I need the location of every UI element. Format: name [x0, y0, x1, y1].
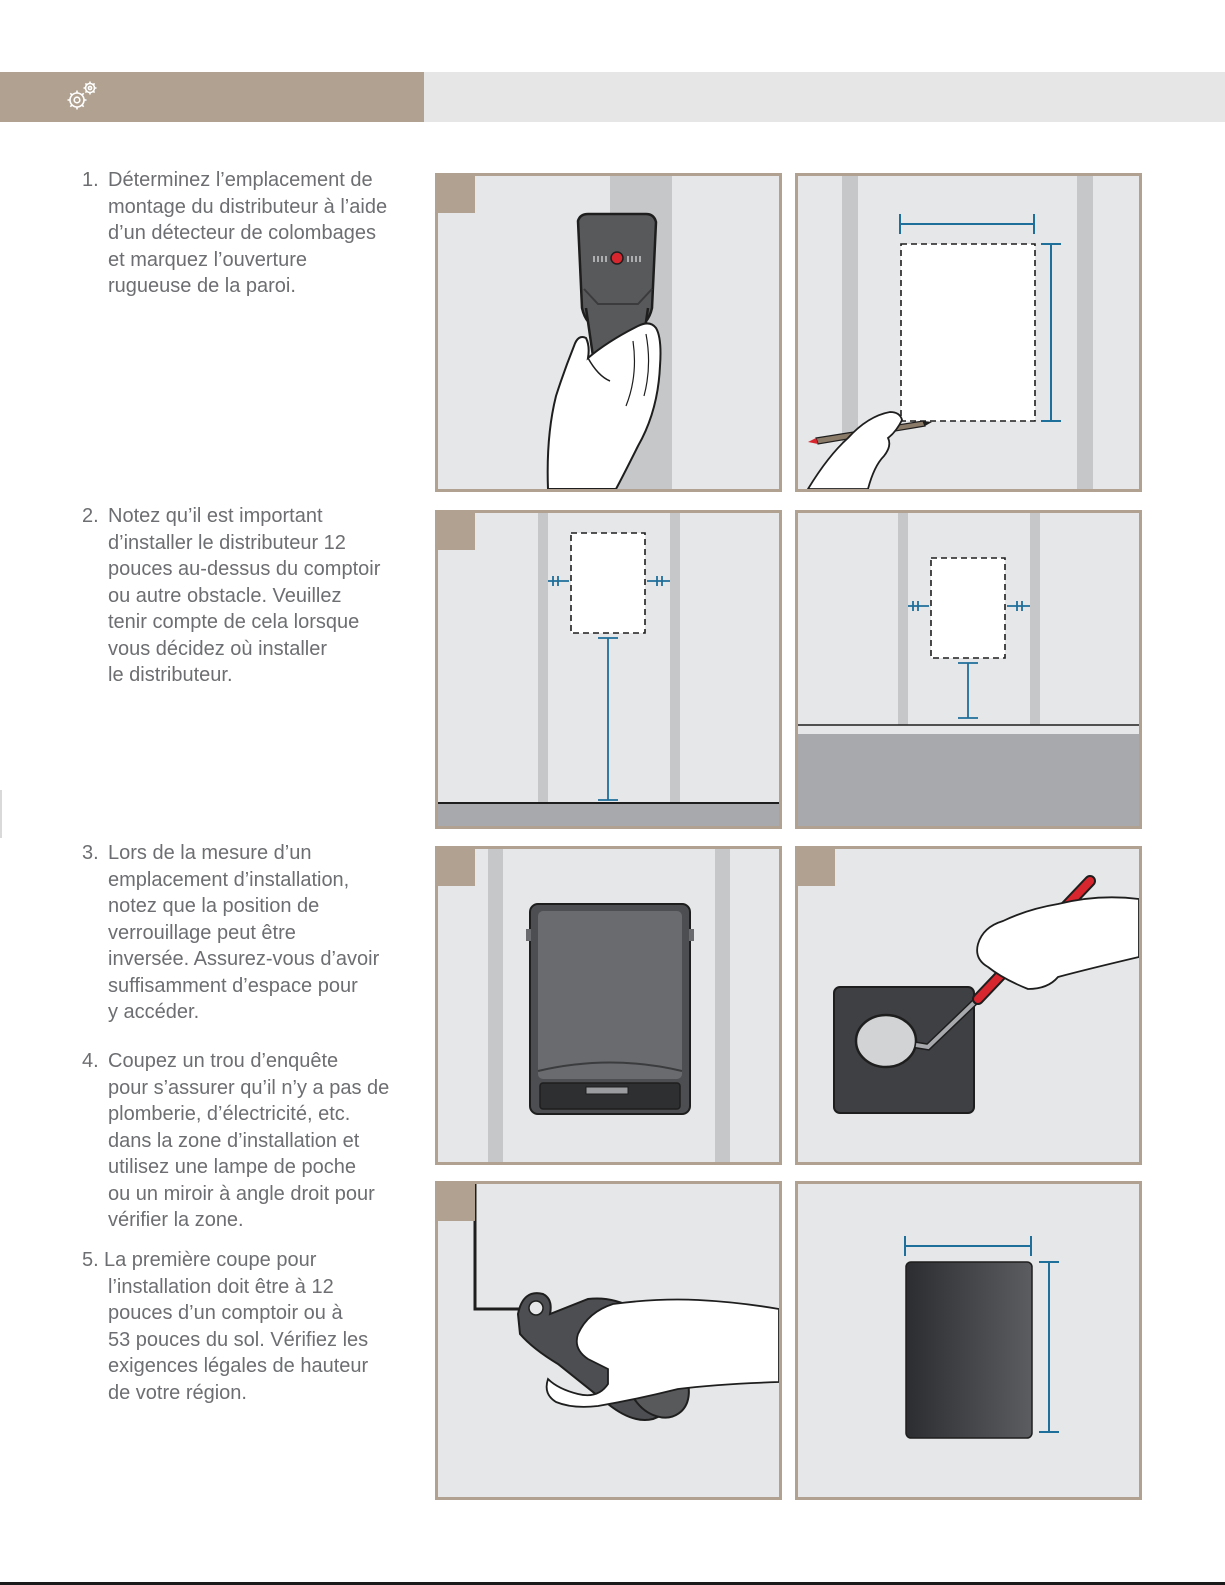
step-tag — [438, 513, 475, 550]
step-1: 1. Déterminez l’emplacement de montage du distributeur à l’aide d’un détecteur de colombages et marquez l’ouverture rugueuse de la paroi. — [82, 169, 388, 297]
gears-icon — [62, 76, 102, 116]
illustration-dispenser — [435, 846, 782, 1165]
illustration-above-floor — [435, 510, 782, 829]
step-2: 2. Notez qu’il est important d’installer le distributeur 12 pouces au-dessus du comptoir ou autre obstacle. Veuillez tenir compte de cela lorsque vous décidez où installer le distributeur. — [82, 505, 381, 686]
step-tag — [438, 1184, 475, 1221]
step-tag — [798, 849, 835, 886]
illustration-mark-opening — [795, 173, 1142, 492]
illustration-cut-opening — [795, 1181, 1142, 1500]
step-4: 4. Coupez un trou d’enquête pour s’assurer qu’il n’y a pas de plomberie, d’électricité, etc. dans la zone d’installation et utilisez une lampe de poche ou un miroir à angle droit pour vérifier la zone. — [82, 1050, 390, 1231]
step-tag — [438, 176, 475, 213]
step-tag — [438, 849, 475, 886]
illustration-inspection-mirror — [795, 846, 1142, 1165]
page-edge-mark — [0, 790, 2, 838]
illustration-above-counter — [795, 510, 1142, 829]
step-3: 3. Lors de la mesure d’un emplacement d’installation, notez que la position de verrouillage peut être inversée. Assurez-vous d’avoir suffisamment d’espace pour y accéder. — [82, 842, 380, 1023]
step-5: 5. La première coupe pour l’installation doit être à 12 pouces d’un comptoir ou à 53 pouces du sol. Vérifiez les exigences légales de hauteur de votre région. — [82, 1249, 369, 1404]
illustration-cutting-tool — [435, 1181, 782, 1500]
section-header-bar — [424, 72, 1225, 122]
illustration-stud-finder — [435, 173, 782, 492]
